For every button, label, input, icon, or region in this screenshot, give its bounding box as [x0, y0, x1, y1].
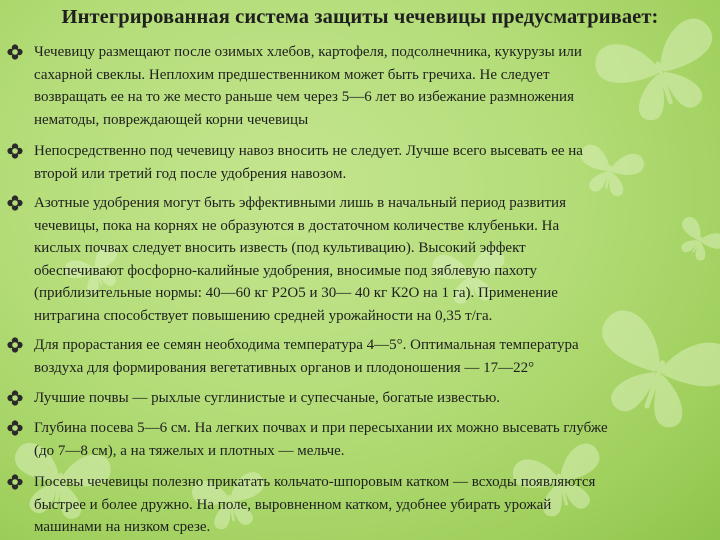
bullet-item — [7, 387, 720, 410]
bullet-item — [7, 192, 720, 327]
bullet-item — [7, 140, 720, 185]
flower-bullet-icon — [7, 195, 23, 211]
flower-bullet-icon — [7, 44, 23, 60]
bullet-text: Посевы чечевицы полезно прикатать кольчато-шпоровым катком — всходы появляются быстрее и более дружно. На поле, выровненном катком, удобнее убирать урожай машинами на низком срезе. — [34, 474, 596, 535]
bullet-text: Лучшие почвы — рыхлые суглинистые и супесчаные, богатые известью. — [34, 390, 501, 406]
bullet-text: Азотные удобрения могут быть эффективными лишь в начальный период развития чечевицы, пока на корнях не образуются в достаточном количестве клубеньки. На кислых почвах следует вносить известь (под культивацию). Высокий эффект обеспечивают фосфорно-калийные удобрения, вносимые под зяблевую пахоту (приблизительные нормы: 40—60 кг Р2О5 и 30— 40 кг К2О на 1 га). Применение нитрагина способствует повышению средней урожайности на 0,35 т/га. — [34, 195, 566, 324]
bullet-text: Глубина посева 5—6 см. На легких почвах и при пересыхании их можно высевать глубже (до 7—8 см), а на тяжелых и плотных — мельче. — [34, 420, 608, 459]
bullet-text: Чечевицу размещают после озимых хлебов, картофеля, подсолнечника, кукурузы или сахарной свеклы. Неплохим предшественником может быть гречиха. Не следует возвращать ее на то же место раньше чем через 5—6 лет во избежание размножения нематоды, повреждающей корни чечевицы — [34, 44, 582, 128]
bullet-item — [7, 471, 720, 539]
bullet-item — [7, 41, 720, 131]
bullet-text: Для прорастания ее семян необходима температура 4—5°. Оптимальная температура воздуха для формирования вегетативных органов и плодоношения — 17—22° — [34, 337, 579, 376]
slide-title: Интегрированная система защиты чечевицы предусматривает: — [61, 6, 659, 28]
flower-bullet-icon — [7, 337, 23, 353]
flower-bullet-icon — [7, 474, 23, 490]
flower-bullet-icon — [7, 143, 23, 159]
bullet-item — [7, 417, 720, 462]
flower-bullet-icon — [7, 420, 23, 436]
flower-bullet-icon — [7, 390, 23, 406]
bullet-text: Непосредственно под чечевицу навоз вносить не следует. Лучше всего высевать ее на второй или третий год после удобрения навозом. — [34, 143, 583, 182]
bullet-item — [7, 334, 720, 379]
